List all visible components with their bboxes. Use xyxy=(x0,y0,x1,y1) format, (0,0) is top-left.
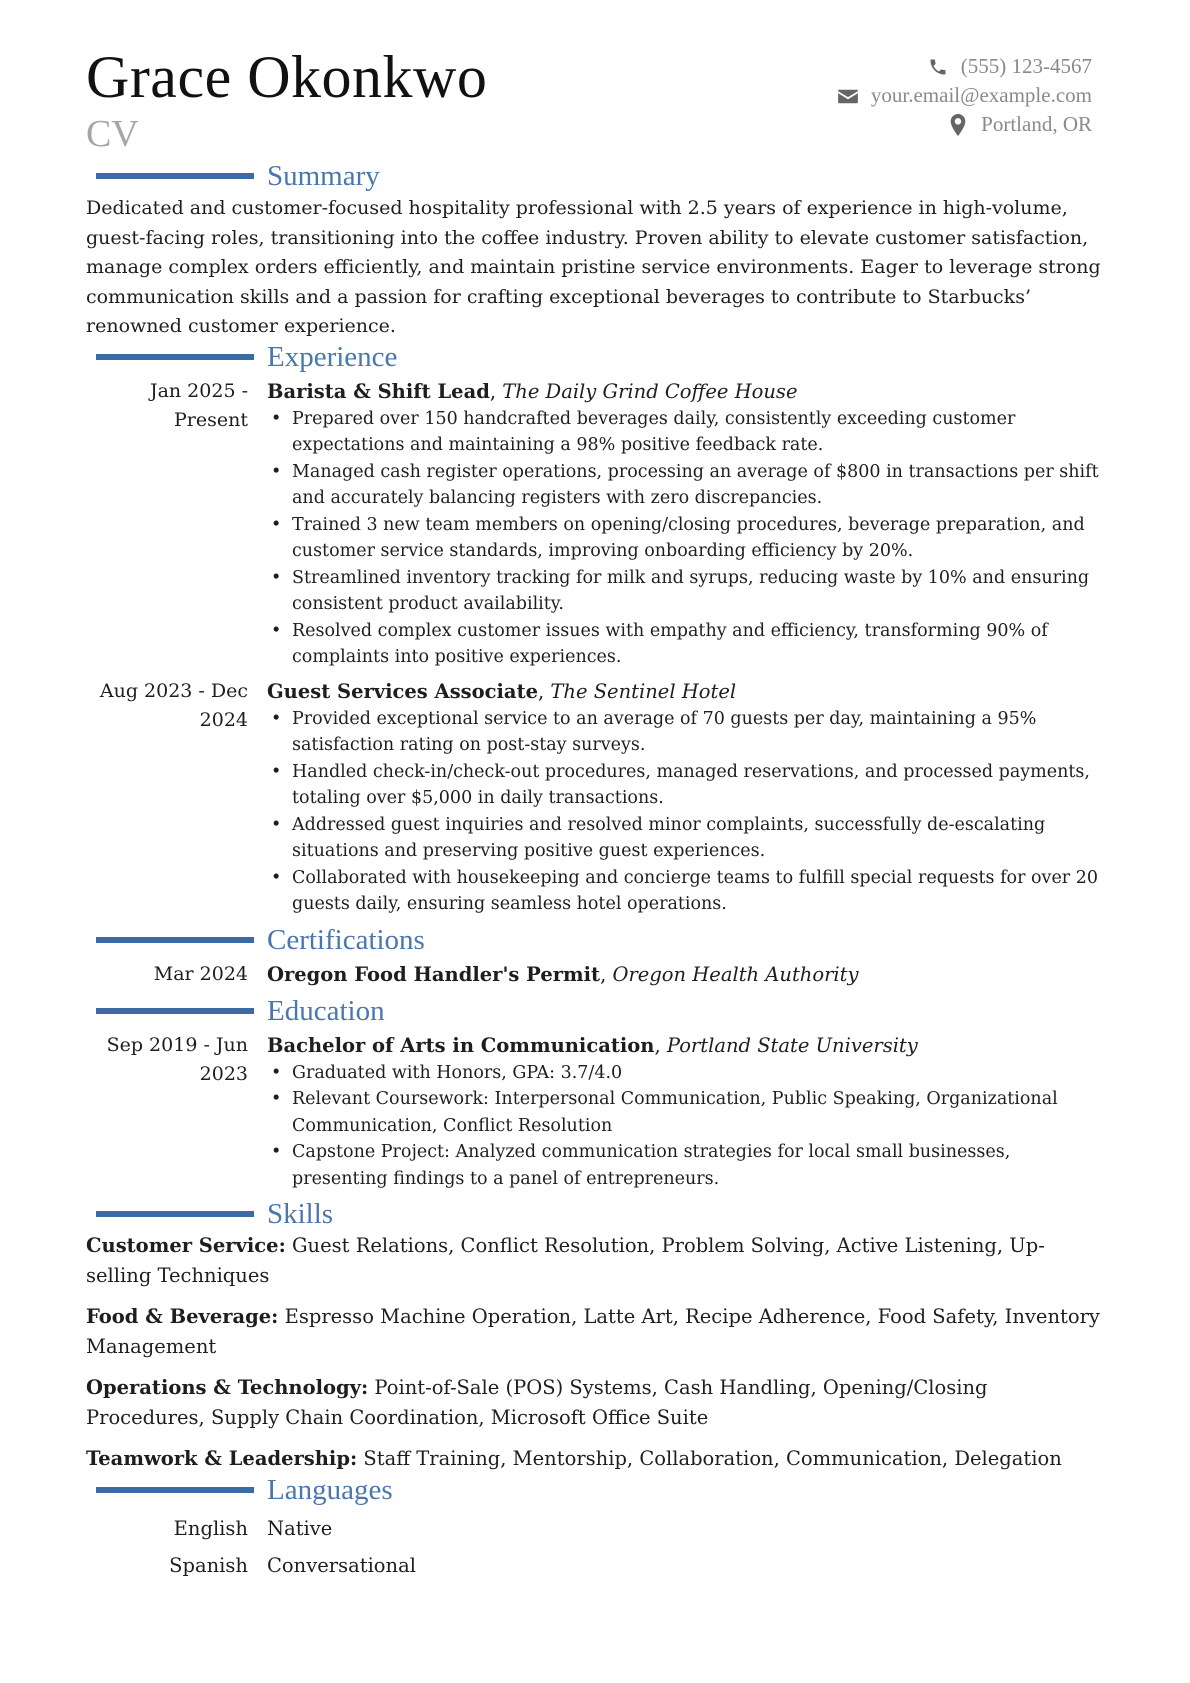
cv-header xyxy=(86,40,1106,158)
section-divider xyxy=(96,937,254,943)
phone-icon xyxy=(925,56,951,78)
section-header-languages xyxy=(86,1472,1106,1512)
skill-group xyxy=(86,1373,1106,1432)
section-title: Experience xyxy=(267,340,398,373)
certification-name: Oregon Food Handler's Permit xyxy=(267,962,601,986)
list-item: • Managed cash register operations, processing an average of $800 in transactions per shift and accurately balancing registers with zero discrepancies. xyxy=(267,459,1102,512)
section-header-skills xyxy=(86,1196,1106,1236)
bullet-list xyxy=(267,706,1102,918)
list-item: • Graduated with Honors, GPA: 3.7/4.0 xyxy=(267,1060,1102,1087)
languages-list xyxy=(86,1510,1106,1584)
section-divider xyxy=(96,173,254,179)
section-title: Languages xyxy=(267,1473,393,1506)
entry-date: Jan 2025 - Present xyxy=(149,379,248,431)
experience-entry xyxy=(86,377,1106,671)
section-divider xyxy=(96,1211,254,1217)
skills-list xyxy=(86,1231,1106,1474)
experience-entry xyxy=(86,677,1106,918)
skill-group-items: Guest Relations, Conflict Resolution, Problem Solving, Active Listening, Up-selling Techniques xyxy=(86,1234,1045,1287)
language-row xyxy=(86,1510,1106,1547)
list-item: • Capstone Project: Analyzed communication strategies for local small businesses, presenting findings to a panel of entrepreneurs. xyxy=(267,1139,1102,1192)
skill-group-label: Customer Service: xyxy=(86,1234,286,1257)
bullet-list xyxy=(267,1060,1102,1193)
skill-group-label: Food & Beverage: xyxy=(86,1305,279,1328)
skill-group-items: Espresso Machine Operation, Latte Art, Recipe Adherence, Food Safety, Inventory Management xyxy=(86,1305,1100,1358)
cv-page xyxy=(86,40,1106,1584)
language-name: English xyxy=(173,1516,248,1540)
entry-title: Guest Services Associate, The Sentinel Hotel xyxy=(267,679,737,703)
list-item: • Handled check-in/check-out procedures, managed reservations, and processed payments, totaling over $5,000 in daily transactions. xyxy=(267,759,1102,812)
skill-group-label: Teamwork & Leadership: xyxy=(86,1447,358,1470)
list-item: • Provided exceptional service to an average of 70 guests per day, maintaining a 95% satisfaction rating on post-stay surveys. xyxy=(267,706,1102,759)
entry-title: Oregon Food Handler's Permit, Oregon Health Authority xyxy=(267,962,859,986)
job-role: Barista & Shift Lead xyxy=(267,379,490,403)
document-label: CV xyxy=(86,113,139,155)
job-organization: The Daily Grind Coffee House xyxy=(502,379,798,403)
skill-group xyxy=(86,1302,1106,1361)
certification-entry xyxy=(86,960,1106,989)
summary-text: Dedicated and customer-focused hospitality professional with 2.5 years of experience in high-volume, guest-facing roles, transitioning into the coffee industry. Proven ability to elevate customer satisfaction, manage complex orders efficiently, and maintain pristine service environments. Eager to leverage strong communication skills and a passion for crafting exceptional beverages to contribute to Starbucks’ renowned customer experience. xyxy=(86,197,1101,337)
section-title: Summary xyxy=(267,160,380,192)
list-item: • Relevant Coursework: Interpersonal Communication, Public Speaking, Organizational Communication, Conflict Resolution xyxy=(267,1086,1102,1139)
job-organization: The Sentinel Hotel xyxy=(550,679,737,703)
list-item: • Addressed guest inquiries and resolved minor complaints, successfully de-escalating situations and preserving positive guest experiences. xyxy=(267,812,1102,865)
section-header-education xyxy=(86,993,1106,1033)
section-title: Certifications xyxy=(267,923,425,956)
certification-issuer: Oregon Health Authority xyxy=(612,962,859,986)
language-name: Spanish xyxy=(169,1553,248,1577)
job-role: Guest Services Associate xyxy=(267,679,538,703)
contact-email xyxy=(835,81,1092,110)
school-name: Portland State University xyxy=(666,1033,918,1057)
entry-title: Bachelor of Arts in Communication, Portland State University xyxy=(267,1033,918,1057)
language-level: Conversational xyxy=(267,1553,416,1577)
location-text: Portland, OR xyxy=(981,112,1092,136)
contact-block xyxy=(835,52,1092,139)
section-divider xyxy=(96,1487,254,1493)
email-link[interactable]: your.email@example.com xyxy=(870,83,1092,107)
entry-title: Barista & Shift Lead, The Daily Grind Coffee House xyxy=(267,379,798,403)
phone-text: (555) 123-4567 xyxy=(960,54,1092,78)
section-divider xyxy=(96,354,254,360)
entry-date: Aug 2023 - Dec 2024 xyxy=(99,679,248,731)
language-row xyxy=(86,1547,1106,1584)
section-title: Education xyxy=(267,994,385,1027)
skill-group xyxy=(86,1444,1106,1474)
section-title: Skills xyxy=(267,1198,334,1230)
bullet-list xyxy=(267,406,1102,671)
list-item: • Streamlined inventory tracking for milk and syrups, reducing waste by 10% and ensuring consistent product availability. xyxy=(267,565,1102,618)
entry-date: Sep 2019 - Jun 2023 xyxy=(106,1033,248,1085)
skill-group xyxy=(86,1231,1106,1290)
person-name: Grace Okonkwo xyxy=(86,44,488,110)
section-header-experience xyxy=(86,339,1106,379)
contact-location xyxy=(835,110,1092,139)
skill-group-items: Staff Training, Mentorship, Collaboration, Communication, Delegation xyxy=(363,1447,1062,1470)
envelope-icon xyxy=(835,85,861,107)
list-item: • Collaborated with housekeeping and concierge teams to fulfill special requests for over 20 guests daily, ensuring seamless hotel operations. xyxy=(267,865,1102,918)
skill-group-label: Operations & Technology: xyxy=(86,1376,369,1399)
degree-name: Bachelor of Arts in Communication xyxy=(267,1033,655,1057)
skill-group-items: Point-of-Sale (POS) Systems, Cash Handling, Opening/Closing Procedures, Supply Chain Coordination, Microsoft Office Suite xyxy=(86,1376,988,1429)
list-item: • Prepared over 150 handcrafted beverages daily, consistently exceeding customer expectations and maintaining a 98% positive feedback rate. xyxy=(267,406,1102,459)
entry-date: Mar 2024 xyxy=(153,962,248,985)
list-item: • Resolved complex customer issues with empathy and efficiency, transforming 90% of complaints into positive experiences. xyxy=(267,618,1102,671)
section-header-summary xyxy=(86,158,1106,198)
section-header-certifications xyxy=(86,922,1106,962)
contact-phone xyxy=(835,52,1092,81)
map-pin-icon xyxy=(945,114,971,136)
education-entry xyxy=(86,1031,1106,1193)
language-level: Native xyxy=(267,1516,333,1540)
section-divider xyxy=(96,1008,254,1014)
list-item: • Trained 3 new team members on opening/closing procedures, beverage preparation, and customer service standards, improving onboarding efficiency by 20%. xyxy=(267,512,1102,565)
